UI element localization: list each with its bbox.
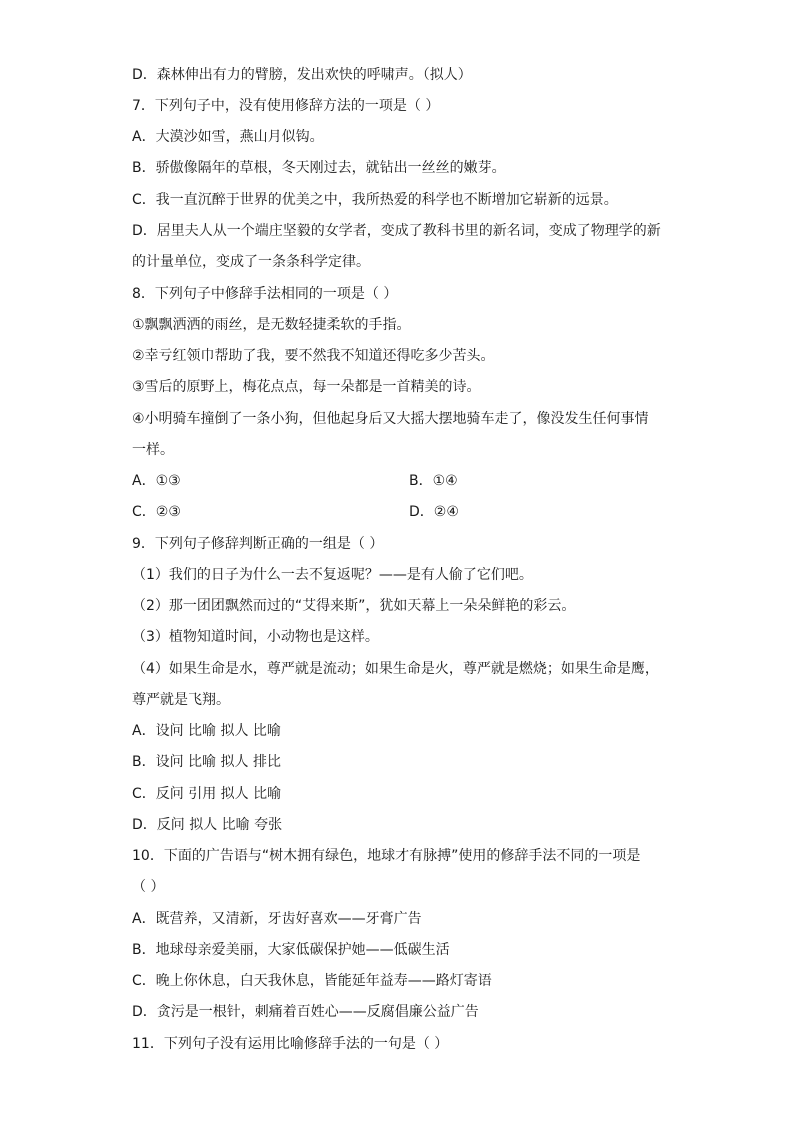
option-line: B．地球母亲爱美丽，大家低碳保护她——低碳生活 [132,942,450,958]
option-line: C．晚上你休息，白天我休息，皆能延年益寿——路灯寄语 [132,973,492,989]
sentence-line: （2）那一团团飘然而过的“艾得来斯”，犹如天幕上一朵朵鲜艳的彩云。 [132,598,576,614]
option-line: D．居里夫人从一个端庄坚毅的女学者，变成了教科书里的新名词，变成了物理学的新 [132,223,661,239]
option-line: B．骄傲像隔年的草根，冬天刚过去，就钻出一丝丝的嫩芽。 [132,160,506,176]
option-line: C．反问 引用 拟人 比喻 [132,786,282,802]
option-line: B．设问 比喻 拟人 排比 [132,754,281,770]
option-d: D．②④ [409,504,459,520]
question-7-stem: 7．下列句子中，没有使用修辞方法的一项是（ ） [132,98,440,114]
option-b: B．①④ [409,473,458,489]
question-8-stem: 8．下列句子中修辞手法相同的一项是（ ） [132,286,398,302]
sentence-line-continued: 尊严就是飞翔。 [132,692,230,708]
option-line: D．贪污是一根针，刺痛着百姓心——反腐倡廉公益广告 [132,1004,479,1020]
option-line: D．森林伸出有力的臂膀，发出欢快的呼啸声。（拟人） [132,67,472,83]
option-a: A．①③ [132,473,181,489]
sentence-line-continued: 一样。 [132,442,174,458]
option-line: C．我一直沉醉于世界的优美之中，我所热爱的科学也不断增加它崭新的远景。 [132,192,618,208]
option-line: D．反问 拟人 比喻 夸张 [132,817,283,833]
sentence-line: （3）植物知道时间，小动物也是这样。 [132,629,379,645]
question-11-stem: 11．下列句子没有运用比喻修辞手法的一句是（ ） [132,1036,449,1052]
sentence-line: （4）如果生命是水，尊严就是流动；如果生命是火，尊严就是燃烧；如果生命是鹰， [132,661,659,677]
option-c: C．②③ [132,504,181,520]
sentence-line: （1）我们的日子为什么一去不复返呢？——是有人偷了它们吧。 [132,567,533,583]
answer-bracket: （ ） [132,879,165,895]
sentence-line: ②幸亏红领巾帮助了我，要不然我不知道还得吃多少苦头。 [132,348,495,364]
sentence-line: ④小明骑车撞倒了一条小狗，但他起身后又大摇大摆地骑车走了，像没发生任何事情 [132,411,649,427]
option-line-continued: 的计量单位，变成了一条条科学定律。 [132,254,370,270]
option-line: A．设问 比喻 拟人 比喻 [132,723,281,739]
option-line: A．大漠沙如雪，燕山月似钩。 [132,129,324,145]
sentence-line: ③雪后的原野上，梅花点点，每一朵都是一首精美的诗。 [132,379,481,395]
sentence-line: ①飘飘洒洒的雨丝，是无数轻捷柔软的手指。 [132,317,411,333]
option-line: A．既营养，又清新，牙齿好喜欢——牙膏广告 [132,911,422,927]
question-10-stem: 10．下面的广告语与“树木拥有绿色，地球才有脉搏”使用的修辞手法不同的一项是 [132,848,641,864]
question-9-stem: 9．下列句子修辞判断正确的一组是（ ） [132,536,384,552]
